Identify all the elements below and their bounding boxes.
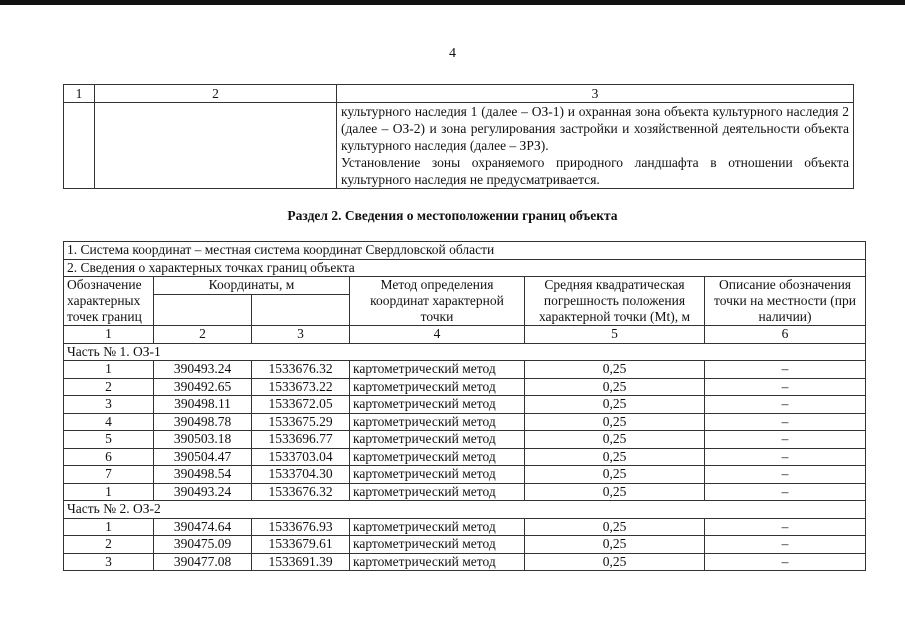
method: картометрический метод (350, 483, 525, 501)
table-row (64, 361, 866, 379)
method: картометрический метод (350, 466, 525, 484)
continued-table (63, 84, 854, 189)
method: картометрический метод (350, 413, 525, 431)
point-number: 3 (64, 553, 154, 571)
coord-y: 1533703.04 (252, 448, 350, 466)
parts-body (64, 343, 866, 571)
empty-cell-1 (64, 103, 95, 189)
table-row (64, 448, 866, 466)
col-num-5: 5 (525, 326, 705, 344)
paragraph-2: Установление зоны охраняемого природного ландшафта в отношении объекта культурного наследия не предусматривается. (341, 155, 849, 187)
column-number-row (64, 85, 854, 103)
description: – (705, 378, 866, 396)
table-row (64, 378, 866, 396)
point-number: 1 (64, 361, 154, 379)
part-title: Часть № 1. ОЗ-1 (64, 343, 866, 361)
header-designation: Обозначение характерных точек границ (64, 277, 154, 326)
description: – (705, 466, 866, 484)
method: картометрический метод (350, 518, 525, 536)
method: картометрический метод (350, 553, 525, 571)
description: – (705, 448, 866, 466)
part-title: Часть № 2. ОЗ-2 (64, 501, 866, 519)
coord-y: 1533704.30 (252, 466, 350, 484)
description: – (705, 413, 866, 431)
description: – (705, 518, 866, 536)
coord-x: 390493.24 (154, 483, 252, 501)
col-num-1: 1 (64, 326, 154, 344)
header-error: Средняя квадратическая погрешность положения характерной точки (Mt), м (525, 277, 705, 326)
col-number-1: 1 (64, 85, 95, 103)
coord-x: 390498.11 (154, 396, 252, 414)
method: картометрический метод (350, 396, 525, 414)
method: картометрический метод (350, 431, 525, 449)
description: – (705, 483, 866, 501)
col-number-3: 3 (337, 85, 854, 103)
table-row (64, 466, 866, 484)
points-info-row: 2. Сведения о характерных точках границ объекта (64, 259, 866, 277)
coord-x: 390493.24 (154, 361, 252, 379)
point-number: 2 (64, 378, 154, 396)
method: картометрический метод (350, 361, 525, 379)
coord-x: 390477.08 (154, 553, 252, 571)
error-value: 0,25 (525, 553, 705, 571)
error-value: 0,25 (525, 431, 705, 449)
coord-y: 1533679.61 (252, 536, 350, 554)
method: картометрический метод (350, 448, 525, 466)
coord-x: 390474.64 (154, 518, 252, 536)
error-value: 0,25 (525, 378, 705, 396)
page-number: 4 (449, 46, 456, 61)
coord-x: 390498.78 (154, 413, 252, 431)
empty-cell-2 (95, 103, 337, 189)
point-number: 1 (64, 518, 154, 536)
point-number: 1 (64, 483, 154, 501)
header-description: Описание обозначения точки на местности (при наличии) (705, 277, 866, 326)
coord-y: 1533676.32 (252, 361, 350, 379)
text-row (64, 103, 854, 189)
boundary-table (63, 241, 866, 571)
point-number: 4 (64, 413, 154, 431)
coord-y: 1533676.32 (252, 483, 350, 501)
coord-y: 1533673.22 (252, 378, 350, 396)
section-title: Раздел 2. Сведения о местоположении границ объекта (287, 208, 618, 223)
error-value: 0,25 (525, 536, 705, 554)
description: – (705, 431, 866, 449)
method: картометрический метод (350, 378, 525, 396)
error-value: 0,25 (525, 396, 705, 414)
coord-x: 390498.54 (154, 466, 252, 484)
error-value: 0,25 (525, 448, 705, 466)
col-num-2: 2 (154, 326, 252, 344)
col-num-4: 4 (350, 326, 525, 344)
table-row (64, 396, 866, 414)
text-cell (337, 103, 854, 189)
coord-y: 1533676.93 (252, 518, 350, 536)
coord-y: 1533696.77 (252, 431, 350, 449)
coord-x: 390503.18 (154, 431, 252, 449)
coordinate-system-row: 1. Система координат – местная система координат Свердловской области (64, 242, 866, 260)
error-value: 0,25 (525, 466, 705, 484)
table-row (64, 431, 866, 449)
top-border (0, 0, 905, 5)
header-x-blank (154, 295, 252, 326)
point-number: 7 (64, 466, 154, 484)
table-row (64, 536, 866, 554)
table-row (64, 518, 866, 536)
part-title-row (64, 501, 866, 519)
description: – (705, 361, 866, 379)
error-value: 0,25 (525, 483, 705, 501)
coord-x: 390504.47 (154, 448, 252, 466)
description: – (705, 536, 866, 554)
col-number-2: 2 (95, 85, 337, 103)
description: – (705, 396, 866, 414)
table-row (64, 553, 866, 571)
part-title-row (64, 343, 866, 361)
header-coordinates: Координаты, м (154, 277, 350, 295)
point-number: 6 (64, 448, 154, 466)
col-num-3: 3 (252, 326, 350, 344)
method: картометрический метод (350, 536, 525, 554)
paragraph-1: культурного наследия 1 (далее – ОЗ-1) и охранная зона объекта культурного наследия 2 (далее – ОЗ-2) и зона регулирования застройки и хозяйственной деятельности объекта культурного наследия (далее – ЗРЗ). (341, 104, 849, 153)
table-row (64, 413, 866, 431)
table-row (64, 483, 866, 501)
description: – (705, 553, 866, 571)
coord-x: 390475.09 (154, 536, 252, 554)
header-method: Метод определения координат характерной точки (350, 277, 525, 326)
point-number: 2 (64, 536, 154, 554)
header-y-blank (252, 295, 350, 326)
coord-y: 1533691.39 (252, 553, 350, 571)
point-number: 5 (64, 431, 154, 449)
column-numbers-row (64, 326, 866, 344)
point-number: 3 (64, 396, 154, 414)
error-value: 0,25 (525, 413, 705, 431)
error-value: 0,25 (525, 361, 705, 379)
coord-y: 1533675.29 (252, 413, 350, 431)
error-value: 0,25 (525, 518, 705, 536)
coord-y: 1533672.05 (252, 396, 350, 414)
coord-x: 390492.65 (154, 378, 252, 396)
col-num-6: 6 (705, 326, 866, 344)
